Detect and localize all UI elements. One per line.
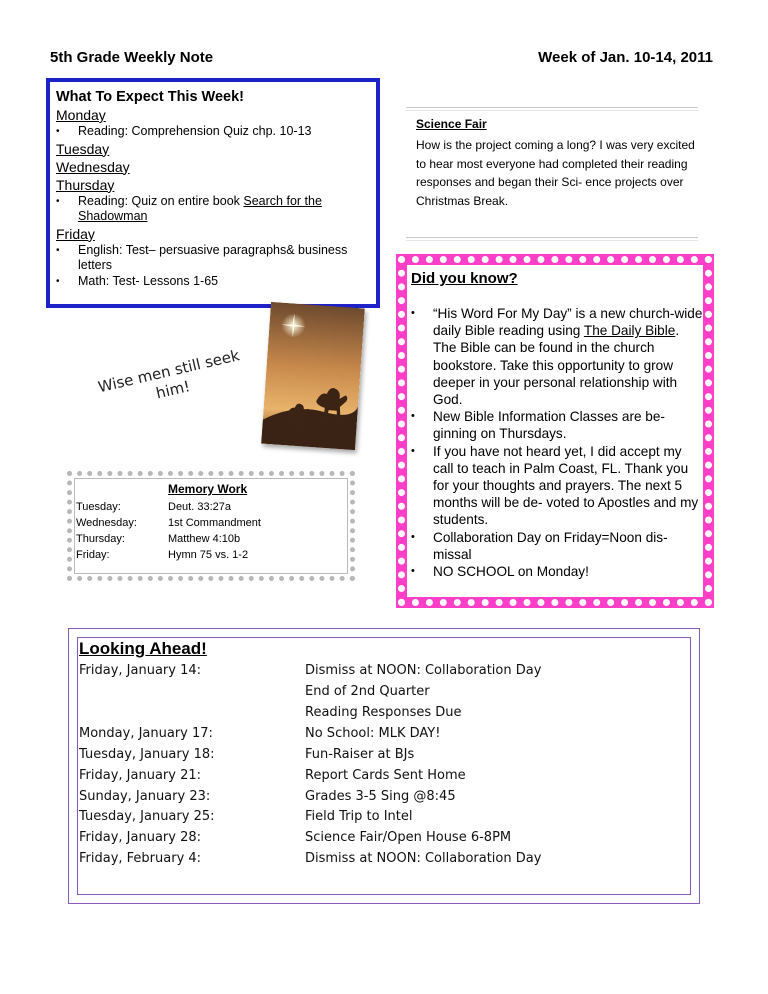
schedule-row [79, 747, 414, 762]
schedule-event: End of 2nd Quarter [305, 684, 430, 699]
schedule-row [79, 789, 456, 804]
schedule-row [79, 768, 466, 783]
schedule-event: Science Fair/Open House 6-8PM [305, 830, 512, 845]
memory-day: Tuesday: [76, 501, 121, 513]
list-item [433, 305, 703, 408]
schedule-event: Report Cards Sent Home [305, 768, 466, 783]
day-wednesday: Wednesday [56, 158, 130, 175]
memory-day: Thursday: [76, 533, 125, 545]
schedule-date: Tuesday, January 25: [79, 809, 215, 824]
did-you-know-list [409, 305, 703, 580]
wise-men-caption: Wise men still seek him! [96, 346, 242, 403]
science-fair-title: Science Fair [416, 117, 487, 131]
schedule-event: Reading Responses Due [305, 705, 462, 720]
day-tuesday: Tuesday [56, 140, 110, 157]
friday-item: • English: Test– persuasive paragraphs& business letters [78, 243, 376, 274]
schedule-date: Monday, January 17: [79, 726, 213, 741]
memory-work-title: Memory Work [168, 482, 248, 496]
schedule-event: Field Trip to Intel [305, 809, 413, 824]
what-to-expect-box [46, 78, 380, 308]
schedule-row [79, 809, 412, 824]
item-text: “His Word For My Day” is a new church-wide daily Bible reading using [433, 306, 703, 339]
divider-line [406, 237, 698, 241]
schedule-row [79, 830, 511, 845]
schedule-event: Fun-Raiser at BJs [305, 747, 415, 762]
thursday-item-text: Reading: Quiz on entire book [78, 193, 244, 208]
schedule-date: Sunday, January 23: [79, 789, 211, 804]
thursday-list [54, 194, 376, 225]
memory-text: Matthew 4:10b [168, 533, 241, 545]
memory-day: Wednesday: [76, 517, 137, 529]
wise-men-picture [261, 302, 365, 450]
looking-ahead-title: Looking Ahead! [79, 639, 207, 658]
memory-day: Friday: [76, 549, 110, 561]
science-fair-body: How is the project coming a long? I was very excited to hear most everyone had completed their reading responses and began their Sci- ence projects over Christmas Break. [416, 138, 695, 208]
memory-row [76, 501, 231, 513]
schedule-event: No School: MLK DAY! [305, 726, 441, 741]
schedule-event: Grades 3-5 Sing @8:45 [305, 789, 456, 804]
day-friday: Friday [56, 225, 95, 242]
memory-work-box [67, 471, 355, 581]
thursday-item [78, 194, 376, 225]
looking-ahead-box [68, 628, 700, 904]
week-date: Week of Jan. 10-14, 2011 [538, 49, 713, 66]
list-item: • NO SCHOOL on Monday! [433, 563, 703, 580]
list-item: • New Bible Information Classes are be- ginning on Thursdays. [433, 408, 703, 442]
did-you-know-box [396, 254, 714, 608]
schedule-date: Friday, January 14: [79, 663, 202, 678]
memory-row [76, 533, 240, 545]
schedule-event: Dismiss at NOON: Collaboration Day [305, 663, 542, 678]
schedule-row [79, 851, 541, 866]
monday-list [54, 124, 376, 140]
what-to-expect-title: What To Expect This Week! [56, 89, 244, 105]
list-item: • Collaboration Day on Friday=Noon dis- missal [433, 529, 703, 563]
schedule-row [79, 684, 430, 699]
schedule-row [79, 726, 440, 741]
memory-row [76, 517, 261, 529]
schedule-row [79, 705, 462, 720]
memory-text: Hymn 75 vs. 1-2 [168, 549, 249, 561]
newsletter-title: 5th Grade Weekly Note [50, 49, 214, 66]
day-monday: Monday [56, 107, 106, 123]
schedule-date: Friday, January 21: [79, 768, 202, 783]
schedule-date: Tuesday, January 18: [79, 747, 215, 762]
item-text: . The Bible can be found in the church bookstore. Take this opportunity to grow deeper in your personal relationship with God. [433, 323, 680, 408]
did-you-know-title: Did you know? [411, 270, 518, 287]
schedule-date: Friday, January 28: [79, 830, 202, 845]
friday-item: • Math: Test- Lessons 1-65 [78, 274, 376, 290]
friday-list [54, 243, 376, 290]
divider-line [406, 107, 698, 111]
memory-text: Deut. 33:27a [168, 501, 231, 513]
book-title: Search for the Shadowman [78, 193, 322, 223]
schedule-date: Friday, February 4: [79, 851, 202, 866]
memory-row [76, 549, 248, 561]
daily-bible-title: The Daily Bible [583, 323, 676, 339]
memory-text: 1st Commandment [168, 517, 261, 529]
monday-item: • Reading: Comprehension Quiz chp. 10-13 [78, 124, 376, 140]
day-thursday: Thursday [56, 176, 115, 193]
schedule-row [79, 663, 541, 678]
schedule-event: Dismiss at NOON: Collaboration Day [305, 851, 542, 866]
list-item: • If you have not heard yet, I did accept my call to teach in Palm Coast, FL. Thank you for your thoughts and prayers. The next 5 months will be de- voted to Apostles and my students. [433, 443, 703, 529]
